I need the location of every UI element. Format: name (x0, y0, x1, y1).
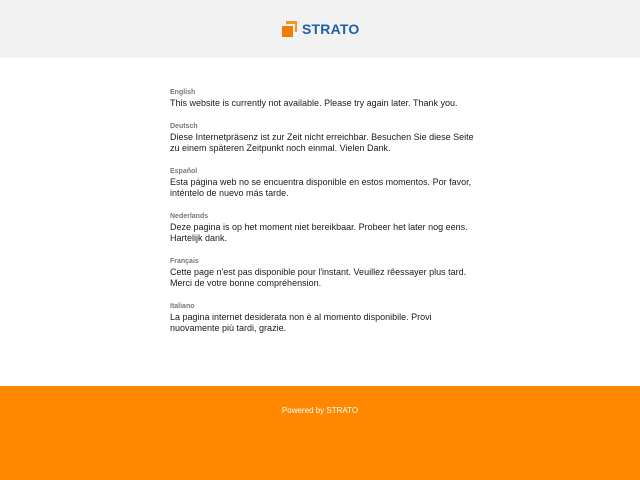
message-francais (170, 257, 480, 289)
language-heading: Italiano (170, 303, 195, 310)
message-espanol (170, 167, 480, 199)
language-message: Deze pagina is op het moment niet bereikbaar. Probeer het later nog eens. Hartelijk dank. (170, 222, 468, 243)
logo-text: STRATO (302, 21, 360, 37)
strato-cube-icon (282, 21, 297, 37)
message-english (170, 88, 480, 109)
message-italiano (170, 302, 480, 334)
language-heading: Deutsch (170, 123, 198, 130)
strato-logo[interactable] (282, 19, 359, 39)
language-heading: Français (170, 258, 199, 265)
message-deutsch (170, 122, 480, 154)
language-message: Esta página web no se encuentra disponible en estos momentos. Por favor, inténtelo de nuevo más tarde. (170, 177, 472, 198)
language-heading: English (170, 89, 196, 96)
powered-by-link[interactable]: Powered by STRATO (281, 406, 359, 415)
page-footer (0, 386, 640, 480)
language-message: La pagina internet desiderata non è al momento disponibile. Provi nuovamente più tardi, grazie. (170, 312, 432, 333)
message-nederlands (170, 212, 480, 244)
language-message: Cette page n'est pas disponible pour l'instant. Veuillez rêessayer plus tard. Merci de votre bonne compréhension. (170, 267, 467, 288)
unavailable-messages (170, 88, 480, 347)
language-heading: Español (170, 168, 198, 175)
language-heading: Nederlands (170, 213, 209, 220)
page-header (0, 0, 640, 58)
language-message: This website is currently not available. Please try again later. Thank you. (170, 98, 458, 108)
language-message: Diese Internetpräsenz ist zur Zeit nicht erreichbar. Besuchen Sie diese Seite zu einem späteren Zeitpunkt noch einmal. Vielen Dank. (170, 132, 474, 153)
